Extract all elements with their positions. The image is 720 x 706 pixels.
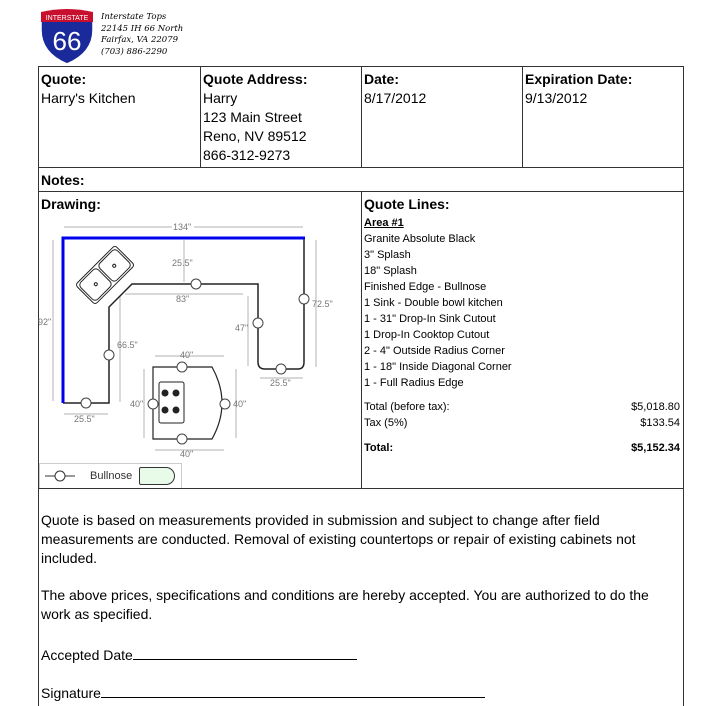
quote-line-item: 2 - 4" Outside Radius Corner [364, 345, 505, 357]
bullnose-markers [81, 279, 309, 444]
date-label: Date: [364, 71, 400, 87]
svg-text:25.5": 25.5" [270, 378, 291, 388]
accepted-date-label: Accepted Date [41, 647, 133, 663]
legend [39, 463, 182, 489]
bullnose-swatch [139, 467, 175, 485]
quote-line-item: 1 Sink - Double bowl kitchen [364, 297, 503, 309]
svg-text:40": 40" [130, 399, 144, 409]
terms-section [38, 488, 684, 706]
quote-line-item: Granite Absolute Black [364, 233, 476, 245]
quote-line-item: 1 - 18" Inside Diagonal Corner [364, 361, 512, 373]
drawing-label: Drawing: [41, 196, 101, 212]
tax-value: $133.54 [640, 417, 680, 429]
date-cell [361, 66, 523, 168]
quote-value: Harry's Kitchen [41, 90, 136, 106]
quote-label: Quote: [41, 71, 87, 87]
dimension-labels [38, 221, 333, 459]
quote-line-item: 1 Drop-In Cooktop Cutout [364, 329, 490, 341]
address-line: Harry [203, 90, 238, 106]
address-line: 866-312-9273 [203, 147, 291, 163]
subtotal-value: $5,018.80 [631, 401, 680, 413]
accepted-date-field [41, 645, 357, 665]
address-line: Reno, NV 89512 [203, 128, 307, 144]
quote-line-item: Finished Edge - Bullnose [364, 281, 487, 293]
svg-text:47": 47" [235, 323, 249, 333]
svg-text:INTERSTATE: INTERSTATE [45, 15, 89, 22]
acceptance-paragraph: The above prices, specifications and conditions are hereby accepted. You are authorized to do the work as specified. [41, 587, 649, 622]
svg-text:66: 66 [52, 26, 82, 56]
company-name: Interstate Tops [101, 12, 167, 22]
island-outline [153, 367, 222, 439]
company-phone: (703) 886-2290 [101, 46, 168, 57]
address-label: Quote Address: [203, 71, 308, 87]
quote-lines-label: Quote Lines: [364, 196, 450, 212]
signature-field [41, 683, 485, 703]
cooktop-icon [159, 382, 184, 423]
total-label: Total: [364, 442, 394, 454]
address-line: 123 Main Street [203, 109, 302, 125]
company-address2: Fairfax, VA 22079 [101, 35, 179, 45]
svg-text:92": 92" [38, 317, 52, 327]
countertop-drawing [0, 0, 362, 489]
tax-label: Tax (5%) [364, 417, 408, 429]
bullnose-legend-icon [45, 469, 75, 483]
svg-text:83": 83" [176, 294, 190, 304]
expiration-label: Expiration Date: [525, 71, 633, 87]
quote-lines-cell [361, 191, 684, 489]
svg-text:40": 40" [180, 350, 194, 360]
svg-text:134": 134" [173, 222, 192, 232]
signature-label: Signature [41, 685, 101, 701]
svg-text:66.5": 66.5" [117, 340, 138, 350]
company-address1: 22145 IH 66 North [101, 23, 184, 34]
total-value: $5,152.34 [631, 442, 680, 454]
svg-text:40": 40" [233, 399, 247, 409]
legend-label: Bullnose [90, 470, 133, 482]
notes-label: Notes: [41, 172, 85, 188]
subtotal-label: Total (before tax): [364, 401, 450, 413]
quote-line-item: 1 - 31" Drop-In Sink Cutout [364, 313, 496, 325]
svg-text:72.5": 72.5" [312, 299, 333, 309]
date-value: 8/17/2012 [364, 90, 427, 106]
quote-line-item: 18" Splash [364, 265, 417, 277]
expiration-cell [522, 66, 684, 168]
svg-text:25.5": 25.5" [172, 258, 193, 268]
sink-icon [75, 245, 134, 304]
terms-paragraph: Quote is based on measurements provided in submission and subject to change after field measurements are conducted. Removal of existing countertops or repair of existing cabinets not included. [41, 512, 636, 566]
quote-line-item: 1 - Full Radius Edge [364, 377, 464, 389]
expiration-value: 9/13/2012 [525, 90, 588, 106]
quote-line-item: 3" Splash [364, 249, 411, 261]
svg-text:40": 40" [180, 449, 194, 459]
area-heading: Area #1 [364, 217, 404, 229]
svg-text:25.5": 25.5" [74, 414, 95, 424]
